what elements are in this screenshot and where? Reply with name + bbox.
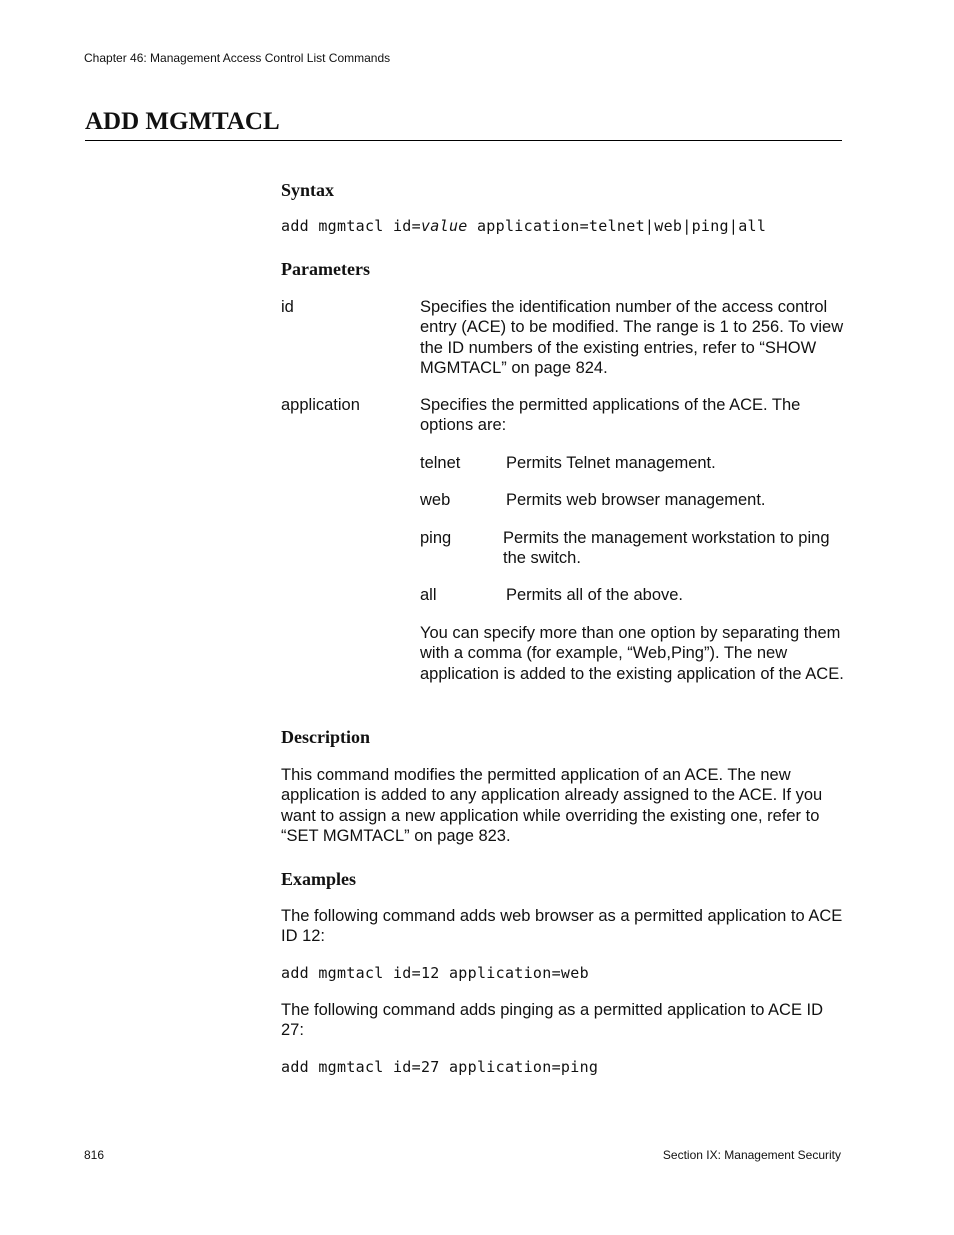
running-footer-section: Section IX: Management Security	[662, 1148, 841, 1162]
option-desc-telnet: Permits Telnet management.	[506, 454, 716, 472]
syntax-command-prefix: add mgmtacl id=	[281, 217, 421, 235]
option-name-web: web	[420, 491, 451, 509]
running-header: Chapter 46: Management Access Control List Commands	[84, 51, 391, 65]
param-name-application: application	[281, 396, 360, 414]
option-desc-all: Permits all of the above.	[506, 586, 684, 604]
description-heading: Description	[281, 727, 370, 747]
examples-heading: Examples	[281, 869, 357, 889]
option-name-ping: ping	[420, 529, 452, 547]
param-desc-application: Specifies the permitted applications of the ACE. The options are:	[420, 396, 801, 435]
example-text-2: The following command adds pinging as a permitted application to ACE ID 27:	[281, 1001, 824, 1040]
page-number: 816	[84, 1148, 105, 1162]
parameters-heading: Parameters	[281, 259, 370, 279]
options-note: You can specify more than one option by separating them with a comma (for example, “Web,Ping”). The new application is added to the existing application of the ACE.	[420, 624, 844, 683]
param-name-id: id	[281, 298, 294, 316]
example-code-2: add mgmtacl id=27 application=ping	[281, 1058, 599, 1076]
syntax-heading: Syntax	[281, 180, 335, 200]
title-divider	[85, 140, 842, 141]
example-text-1: The following command adds web browser as a permitted application to ACE ID 12:	[281, 907, 843, 946]
example-code-1: add mgmtacl id=12 application=web	[281, 964, 589, 982]
syntax-command-suffix: application=telnet|web|ping|all	[467, 217, 767, 235]
option-desc-ping: Permits the management workstation to ping the switch.	[503, 529, 830, 568]
option-name-telnet: telnet	[420, 454, 461, 472]
syntax-command-variable: value	[420, 217, 468, 235]
option-name-all: all	[420, 586, 437, 604]
option-desc-web: Permits web browser management.	[506, 491, 766, 509]
description-text: This command modifies the permitted application of an ACE. The new application is added to any application already assigned to the ACE. If you want to assign a new application while overriding the existing one, refer to “SET MGMTACL” on page 823.	[281, 766, 823, 845]
page-title: ADD MGMTACL	[85, 108, 280, 135]
syntax-command	[281, 217, 766, 235]
param-desc-id: Specifies the identification number of the access control entry (ACE) to be modified. The range is 1 to 256. To view the ID numbers of the existing entries, refer to “SHOW MGMTACL” on page 824.	[420, 298, 844, 377]
